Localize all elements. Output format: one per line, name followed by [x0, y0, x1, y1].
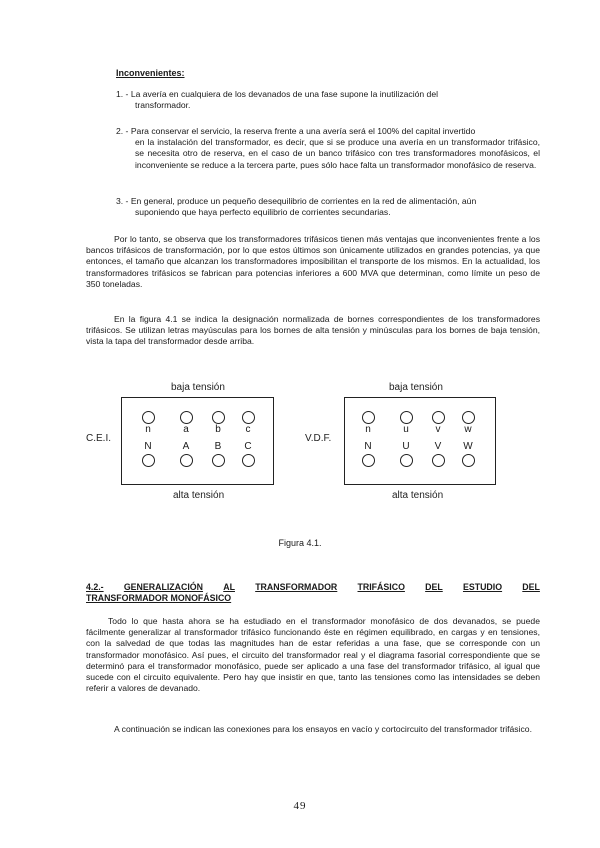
- inconvenientes-heading: Inconvenientes:: [116, 68, 185, 78]
- vdf-terminal-label: u: [403, 424, 409, 435]
- cei-terminal-label: C: [244, 441, 252, 452]
- figure-caption: Figura 4.1.: [278, 538, 322, 548]
- vdf-terminal-label: U: [402, 441, 410, 452]
- vdf-terminal-label: N: [364, 441, 372, 452]
- cei-terminal-b-circle: [212, 411, 225, 424]
- paragraph-ventajas: Por lo tanto, se observa que los transformadores trifásicos tienen más ventajas que inconvenientes frente a los bancos trifásicos de transformación, por lo que estos últimos son únicamente utilizados en grandes potencias, ya que entonces, el tamaño que alcanzan los transformadores imposibilitan el transporte de los mismos. En la actualidad, los transformadores trifásicos se fabrican para potencias inferiores a 600 MVA que determinan, como límite un peso de 350 toneladas.: [86, 234, 540, 289]
- list-text-rest: transformador.: [135, 100, 191, 111]
- list-number: 3. -: [116, 196, 129, 206]
- vdf-bottom-label: alta tensión: [392, 490, 444, 501]
- vdf-terminal-n-circle: [362, 411, 375, 424]
- list-item-2: [116, 126, 540, 171]
- page-number: 49: [293, 800, 307, 812]
- vdf-terminal-label: w: [464, 424, 472, 435]
- section-title-word: DEL: [522, 582, 540, 592]
- cei-terminal-a-circle: [180, 411, 193, 424]
- paragraph-designacion: En la figura 4.1 se indica la designación normalizada de bornes correspondientes de los transformadores trifásicos. Se utilizan letras mayúsculas para los bornes de alta tensión y minúsculas para los bornes de baja tensión, vista la tapa del transformador desde arriba.: [86, 314, 540, 347]
- cei-terminal-label: c: [245, 424, 251, 435]
- vdf-terminal-label: V: [434, 441, 442, 452]
- cei-bottom-label: alta tensión: [173, 490, 225, 501]
- section-number: 4.2.-: [86, 582, 104, 592]
- cei-terminal-label: a: [183, 424, 189, 435]
- vdf-terminal-v-circle: [432, 411, 445, 424]
- cei-top-label: baja tensión: [171, 382, 225, 393]
- list-item-1: [116, 89, 540, 111]
- vdf-standard-label: V.D.F.: [305, 433, 332, 444]
- section-title-line2: TRANSFORMADOR MONOFÁSICO: [86, 593, 232, 603]
- section-heading: [86, 582, 540, 604]
- paragraph-conexiones: A continuación se indican las conexiones para los ensayos en vacío y cortocircuito del transformador trifásico.: [114, 724, 532, 734]
- cei-terminal-label: n: [145, 424, 151, 435]
- section-title-word: GENERALIZACIÓN: [123, 582, 204, 592]
- cei-terminal-A-circle: [180, 454, 193, 467]
- vdf-terminal-U-circle: [400, 454, 413, 467]
- cei-terminal-label: B: [214, 441, 222, 452]
- list-text-rest: suponiendo que haya perfecto equilibrio de corrientes secundarias.: [135, 207, 391, 218]
- list-number: 2. -: [116, 126, 129, 136]
- section-title-word: TRIFÁSICO: [357, 582, 405, 592]
- list-text-first: En general, produce un pequeño desequilibrio de corrientes en la red de alimentación, aún: [130, 196, 477, 206]
- cei-terminal-n-circle: [142, 411, 155, 424]
- vdf-terminal-W-circle: [462, 454, 475, 467]
- vdf-terminal-label: n: [365, 424, 371, 435]
- cei-standard-label: C.E.I.: [86, 433, 112, 444]
- vdf-terminal-label: v: [435, 424, 441, 435]
- cei-terminal-c-circle: [242, 411, 255, 424]
- list-text-first: La avería en cualquiera de los devanados de una fase supone la inutilización del: [130, 89, 439, 99]
- list-text-rest: en la instalación del transformador, es decir, que si se produce una avería en un transformador trifásico, se necesita otro de reserva, en el caso de un banco trifásico con tres transformadores monofásicos, el inconveniente se reduce a la tercera parte, pues sólo hace falta un transformador monofásico de reserva.: [135, 137, 540, 170]
- vdf-top-label: baja tensión: [389, 382, 443, 393]
- cei-terminal-C-circle: [242, 454, 255, 467]
- vdf-terminal-w-circle: [462, 411, 475, 424]
- vdf-terminal-N-circle: [362, 454, 375, 467]
- section-title-word: TRANSFORMADOR: [255, 582, 338, 592]
- vdf-terminal-V-circle: [432, 454, 445, 467]
- cei-terminal-label: A: [182, 441, 190, 452]
- vdf-terminal-u-circle: [400, 411, 413, 424]
- cei-terminal-N-circle: [142, 454, 155, 467]
- list-number: 1. -: [116, 89, 129, 99]
- vdf-terminal-label: W: [463, 441, 473, 452]
- section-title-word: DEL: [425, 582, 443, 592]
- cei-terminal-label: N: [144, 441, 152, 452]
- cei-terminal-label: b: [215, 424, 221, 435]
- section-title-word: ESTUDIO: [462, 582, 503, 592]
- section-title-word: AL: [223, 582, 235, 592]
- list-item-3: [116, 196, 540, 218]
- cei-terminal-B-circle: [212, 454, 225, 467]
- list-text-first: Para conservar el servicio, la reserva frente a una avería será el 100% del capital invertido: [130, 126, 476, 136]
- paragraph-generalizacion: Todo lo que hasta ahora se ha estudiado en el transformador monofásico de dos devanados, se puede fácilmente generalizar al transformador trifásico funcionando éste en régimen equilibrado, en cargas y en tensiones, con la salvedad de que todas las magnitudes han de estar referidas a una fase, que se corresponde con un transformador monofásico. Así pues, el circuito del transformador real y el diagrama fasorial correspondiente que se determinó para el transformador monofásico, puede ser aplicado a una fase del transformador trifásico, al igual que sucede con el circuito equivalente. Pero hay que insistir en que, tanto las tensiones como las intensidades se deben referir a valores de devanado.: [86, 616, 540, 694]
